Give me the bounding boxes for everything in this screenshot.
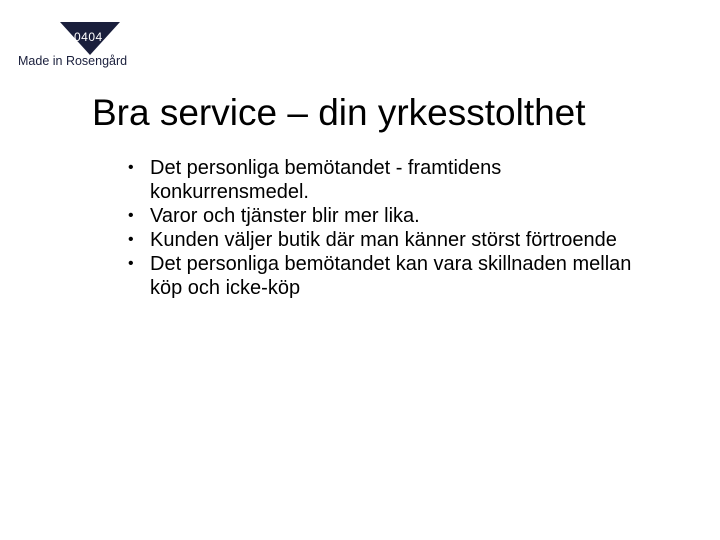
bullet-dot-icon: • [128,159,134,176]
bullet-list [124,156,664,300]
logo-number: 0404 [74,30,103,44]
logo [16,22,138,72]
logo-text: Made in Rosengård [18,54,128,68]
bullet-item [124,156,664,204]
bullet-text: Det personliga bemötandet kan vara skillnaden mellan köp och icke-köp [150,253,632,299]
bullet-dot-icon: • [128,207,134,224]
bullet-text: Kunden väljer butik där man känner störst förtroende [150,229,617,251]
bullet-item [124,252,664,300]
bullet-text: Det personliga bemötandet - framtidens konkurrensmedel. [150,157,502,203]
bullet-item [124,204,664,228]
slide-title: Bra service – din yrkesstolthet [92,92,586,133]
bullet-dot-icon: • [128,255,134,272]
bullet-item [124,228,664,252]
bullet-dot-icon: • [128,231,134,248]
bullet-text: Varor och tjänster blir mer lika. [150,205,420,227]
